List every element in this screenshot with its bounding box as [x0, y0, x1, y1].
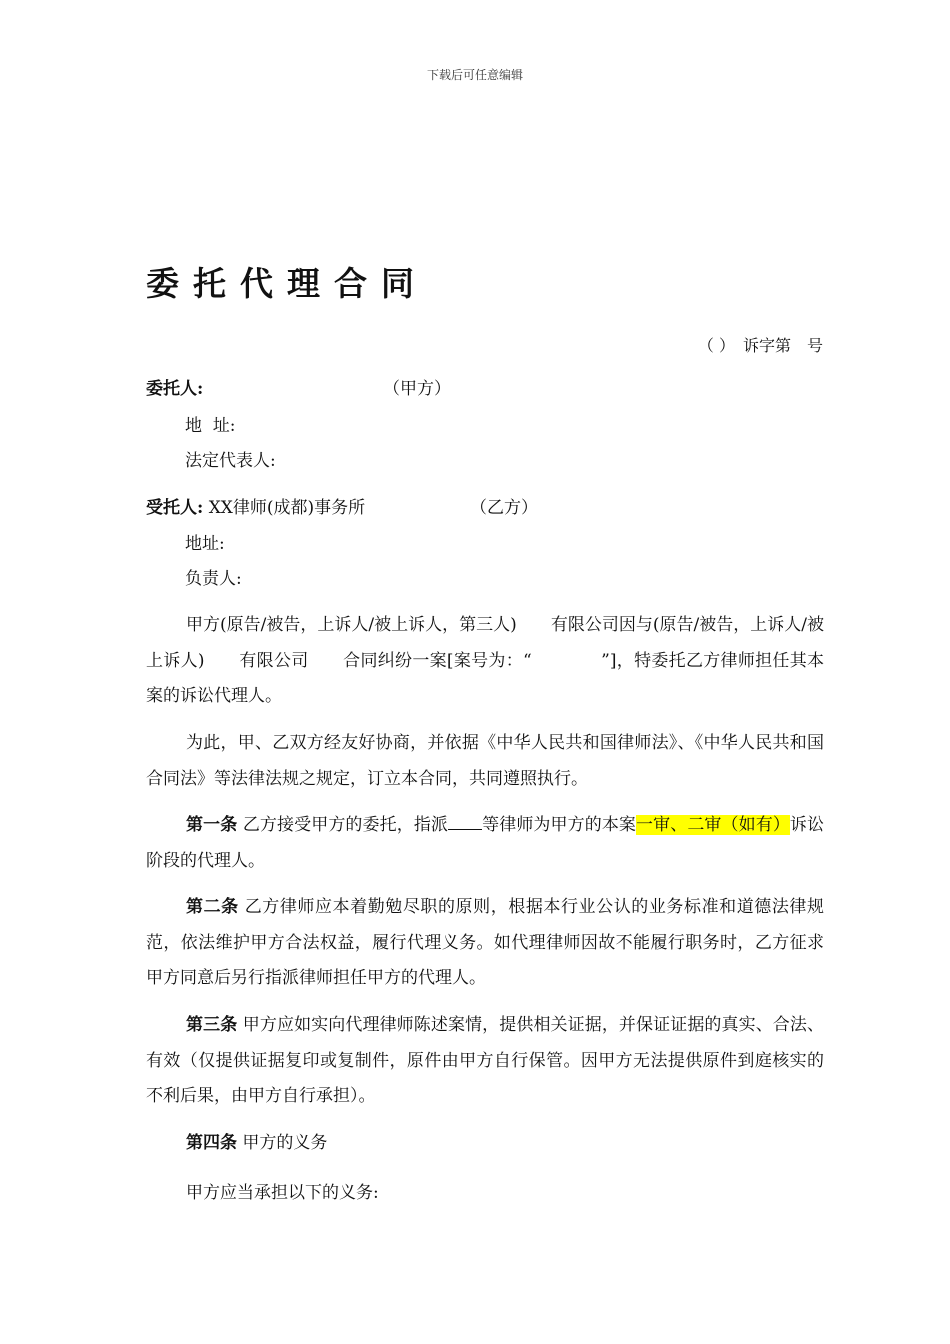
article-1-text-a: 乙方接受甲方的委托，指派	[237, 815, 449, 835]
agent-address-label: 地址:	[185, 534, 225, 554]
page-title: 委托代理合同	[146, 264, 428, 303]
intro-paragraph: 甲方(原告/被告，上诉人/被上诉人，第三人) 有限公司因与(原告/被告，上诉人/被上诉人) 有限公司 合同纠纷一案[案号为：“ ”]，特委托乙方律师担任其本案的诉讼代理人。	[146, 615, 824, 706]
client-rep-label: 法定代表人:	[185, 451, 276, 471]
agent-label: 受托人:	[146, 498, 204, 518]
agent-head-label: 负责人:	[185, 569, 242, 589]
agent-line	[146, 498, 365, 518]
article-2-text: 乙方律师应本着勤勉尽职的原则，根据本行业公认的业务标准和道德法律规范，依法维护甲方合法权益，履行代理义务。如代理律师因故不能履行职务时，乙方征求甲方同意后另行指派律师担任甲方的代理人。	[146, 897, 824, 988]
header-note: 下载后可任意编辑	[426, 68, 523, 82]
article-3	[146, 1008, 824, 1115]
client-label: 委托人:	[146, 379, 204, 399]
article-3-label: 第三条	[186, 1015, 238, 1035]
article-2-label: 第二条	[186, 897, 239, 917]
article-1	[146, 808, 824, 879]
client-party-tag: （甲方）	[383, 379, 451, 399]
article-2	[146, 890, 824, 997]
article-4-text: 甲方的义务	[237, 1133, 328, 1153]
case-number: （ ） 诉字第 号	[697, 336, 823, 355]
duties-intro: 甲方应当承担以下的义务:	[186, 1183, 379, 1203]
article-4	[146, 1126, 824, 1162]
article-1-text-c: 诉讼阶段的代理人。	[146, 815, 825, 871]
article-1-label: 第一条	[186, 815, 238, 835]
article-1-highlight: 一审、二审（如有）	[636, 815, 790, 835]
agent-party-tag: （乙方）	[470, 498, 538, 518]
agent-firm-name: XX律师(成都)事务所	[208, 498, 366, 518]
article-3-text: 甲方应如实向代理律师陈述案情，提供相关证据，并保证证据的真实、合法、有效（仅提供证据复印或复制件，原件由甲方自行保管。因甲方无法提供原件到庭核实的不利后果，由甲方自行承担）。	[146, 1015, 825, 1106]
article-4-label: 第四条	[186, 1133, 237, 1153]
client-address-label: 地 址:	[185, 416, 236, 436]
assigned-lawyer-blank	[448, 813, 482, 830]
article-1-text-b: 等律师为甲方的本案	[482, 815, 637, 835]
basis-paragraph: 为此，甲、乙双方经友好协商，并依据《中华人民共和国律师法》、《中华人民共和国合同法》等法律法规之规定，订立本合同，共同遵照执行。	[146, 733, 824, 789]
